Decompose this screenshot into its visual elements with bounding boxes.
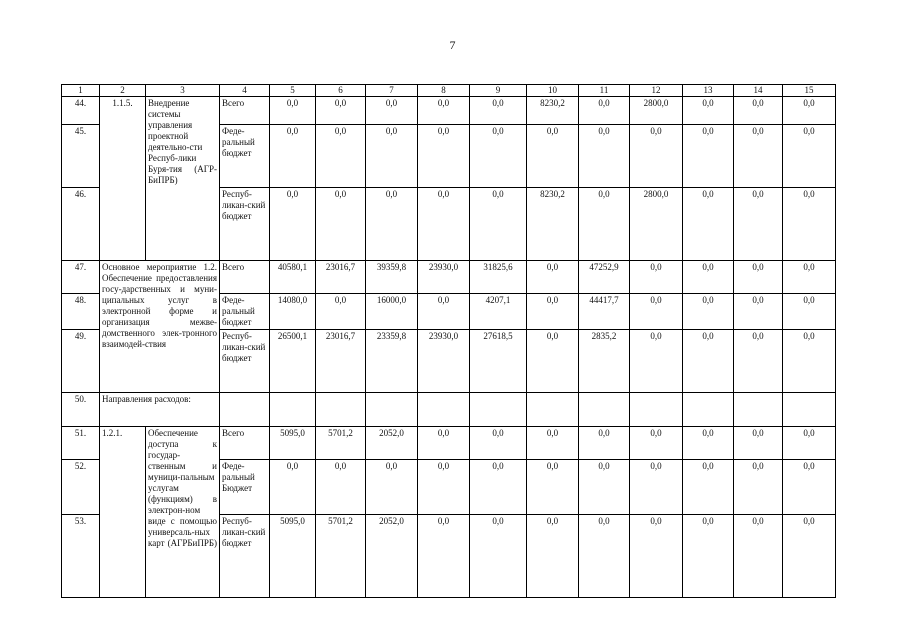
value-cell: 0,0 (418, 427, 470, 460)
empty-cell (366, 393, 418, 427)
value-cell: 0,0 (683, 294, 734, 330)
value-cell: 0,0 (527, 330, 579, 393)
value-cell: 0,0 (630, 330, 683, 393)
value-cell: 0,0 (470, 188, 527, 261)
value-cell: 23930,0 (418, 261, 470, 294)
value-cell: 0,0 (418, 188, 470, 261)
value-cell: 0,0 (683, 427, 734, 460)
value-cell: 0,0 (783, 97, 836, 125)
value-cell: 2800,0 (630, 97, 683, 125)
funding-source: Респуб-ликан-ский бюджет (220, 515, 270, 598)
value-cell: 23930,0 (418, 330, 470, 393)
value-cell: 23016,7 (316, 261, 366, 294)
value-cell: 0,0 (527, 125, 579, 188)
value-cell: 0,0 (527, 515, 579, 598)
value-cell: 0,0 (683, 515, 734, 598)
measure-name: Внедрение системы управления проектной деятельно-сти Респуб-лики Буря-тия (АГР-БиПРБ) (146, 97, 220, 261)
empty-cell (630, 393, 683, 427)
value-cell: 2052,0 (366, 427, 418, 460)
funding-source: Феде-ральный бюджет (220, 125, 270, 188)
row-number: 45. (62, 125, 100, 188)
empty-cell (470, 393, 527, 427)
column-header: 5 (270, 85, 316, 97)
value-cell: 2052,0 (366, 515, 418, 598)
value-cell: 0,0 (630, 294, 683, 330)
budget-table (61, 84, 836, 598)
value-cell: 0,0 (366, 97, 418, 125)
value-cell: 39359,8 (366, 261, 418, 294)
value-cell: 0,0 (527, 460, 579, 515)
value-cell: 0,0 (418, 97, 470, 125)
value-cell: 0,0 (418, 294, 470, 330)
value-cell: 0,0 (316, 125, 366, 188)
value-cell: 0,0 (316, 97, 366, 125)
value-cell: 0,0 (579, 188, 630, 261)
column-header: 10 (527, 85, 579, 97)
value-cell: 0,0 (734, 261, 783, 294)
row-number: 44. (62, 97, 100, 125)
row-number: 48. (62, 294, 100, 330)
table-row (62, 393, 836, 427)
column-header: 15 (783, 85, 836, 97)
value-cell: 0,0 (783, 427, 836, 460)
value-cell: 26500,1 (270, 330, 316, 393)
value-cell: 14080,0 (270, 294, 316, 330)
value-cell: 0,0 (683, 125, 734, 188)
value-cell: 0,0 (783, 460, 836, 515)
value-cell: 0,0 (366, 125, 418, 188)
empty-cell (220, 393, 270, 427)
column-header: 1 (62, 85, 100, 97)
empty-cell (579, 393, 630, 427)
value-cell: 0,0 (270, 188, 316, 261)
funding-source: Респуб-ликан-ский бюджет (220, 188, 270, 261)
value-cell: 0,0 (579, 515, 630, 598)
column-header: 8 (418, 85, 470, 97)
value-cell: 0,0 (683, 330, 734, 393)
value-cell: 0,0 (316, 188, 366, 261)
row-number: 47. (62, 261, 100, 294)
measure-code: 1.1.5. (100, 97, 146, 261)
value-cell: 0,0 (270, 460, 316, 515)
value-cell: 5095,0 (270, 427, 316, 460)
funding-source: Респуб-ликан-ский бюджет (220, 330, 270, 393)
value-cell: 0,0 (683, 97, 734, 125)
value-cell: 0,0 (470, 97, 527, 125)
value-cell: 0,0 (316, 460, 366, 515)
table-row (62, 427, 836, 460)
value-cell: 0,0 (270, 97, 316, 125)
value-cell: 0,0 (734, 97, 783, 125)
value-cell: 0,0 (783, 125, 836, 188)
funding-source: Всего (220, 97, 270, 125)
value-cell: 0,0 (630, 261, 683, 294)
value-cell: 40580,1 (270, 261, 316, 294)
value-cell: 0,0 (783, 330, 836, 393)
value-cell: 0,0 (527, 294, 579, 330)
value-cell: 0,0 (683, 261, 734, 294)
empty-cell (783, 393, 836, 427)
column-header: 3 (146, 85, 220, 97)
column-header: 6 (316, 85, 366, 97)
value-cell: 0,0 (783, 261, 836, 294)
table-header-row (62, 85, 836, 97)
value-cell: 0,0 (683, 460, 734, 515)
value-cell: 0,0 (630, 515, 683, 598)
column-header: 14 (734, 85, 783, 97)
value-cell: 0,0 (418, 460, 470, 515)
value-cell: 0,0 (470, 460, 527, 515)
value-cell: 0,0 (630, 125, 683, 188)
value-cell: 0,0 (418, 515, 470, 598)
value-cell: 0,0 (579, 427, 630, 460)
value-cell: 31825,6 (470, 261, 527, 294)
value-cell: 0,0 (783, 188, 836, 261)
value-cell: 0,0 (527, 261, 579, 294)
empty-cell (734, 393, 783, 427)
column-header: 11 (579, 85, 630, 97)
value-cell: 0,0 (366, 460, 418, 515)
funding-source: Всего (220, 427, 270, 460)
value-cell: 0,0 (366, 188, 418, 261)
value-cell: 0,0 (527, 427, 579, 460)
value-cell: 0,0 (734, 460, 783, 515)
value-cell: 0,0 (734, 188, 783, 261)
value-cell: 0,0 (630, 427, 683, 460)
table-row (62, 97, 836, 125)
value-cell: 2800,0 (630, 188, 683, 261)
row-number: 46. (62, 188, 100, 261)
empty-cell (527, 393, 579, 427)
value-cell: 0,0 (734, 330, 783, 393)
column-header: 9 (470, 85, 527, 97)
value-cell: 0,0 (734, 515, 783, 598)
value-cell: 0,0 (734, 427, 783, 460)
value-cell: 0,0 (734, 125, 783, 188)
value-cell: 0,0 (783, 515, 836, 598)
page-number: 7 (449, 38, 456, 52)
value-cell: 27618,5 (470, 330, 527, 393)
funding-source: Феде-ральный Бюджет (220, 460, 270, 515)
value-cell: 0,0 (630, 460, 683, 515)
value-cell: 0,0 (418, 125, 470, 188)
value-cell: 44417,7 (579, 294, 630, 330)
column-header: 12 (630, 85, 683, 97)
funding-source: Всего (220, 261, 270, 294)
value-cell: 0,0 (683, 188, 734, 261)
value-cell: 0,0 (783, 294, 836, 330)
measure-name: Основное мероприятие 1.2. Обеспечение предоставления госу-дарственных и муни-ципальных услуг в электронной форме и организация межве-домственного элек-тронного взаимодей-ствия (100, 261, 220, 393)
row-number: 50. (62, 393, 100, 427)
value-cell: 47252,9 (579, 261, 630, 294)
value-cell: 0,0 (316, 294, 366, 330)
value-cell: 0,0 (470, 515, 527, 598)
value-cell: 23359,8 (366, 330, 418, 393)
value-cell: 5701,2 (316, 427, 366, 460)
value-cell: 8230,2 (527, 188, 579, 261)
empty-cell (316, 393, 366, 427)
measure-name: Обеспечение доступа к государ-ственным и муници-пальным услугам (функциям) в электрон-ном виде с помощью универсаль-ных карт (АГРБиПРБ) (146, 427, 220, 598)
empty-cell (418, 393, 470, 427)
value-cell: 8230,2 (527, 97, 579, 125)
value-cell: 23016,7 (316, 330, 366, 393)
row-number: 53. (62, 515, 100, 598)
table-row (62, 261, 836, 294)
empty-cell (270, 393, 316, 427)
funding-source: Феде-ральный бюджет (220, 294, 270, 330)
value-cell: 5095,0 (270, 515, 316, 598)
section-label: Направления расходов: (100, 393, 220, 427)
measure-code: 1.2.1. (100, 427, 146, 598)
empty-cell (683, 393, 734, 427)
row-number: 52. (62, 460, 100, 515)
column-header: 2 (100, 85, 146, 97)
value-cell: 4207,1 (470, 294, 527, 330)
value-cell: 0,0 (470, 427, 527, 460)
value-cell: 0,0 (579, 97, 630, 125)
column-header: 13 (683, 85, 734, 97)
column-header: 7 (366, 85, 418, 97)
row-number: 49. (62, 330, 100, 393)
value-cell: 0,0 (734, 294, 783, 330)
row-number: 51. (62, 427, 100, 460)
value-cell: 2835,2 (579, 330, 630, 393)
value-cell: 5701,2 (316, 515, 366, 598)
value-cell: 0,0 (579, 125, 630, 188)
value-cell: 0,0 (470, 125, 527, 188)
value-cell: 0,0 (270, 125, 316, 188)
value-cell: 0,0 (579, 460, 630, 515)
column-header: 4 (220, 85, 270, 97)
value-cell: 16000,0 (366, 294, 418, 330)
